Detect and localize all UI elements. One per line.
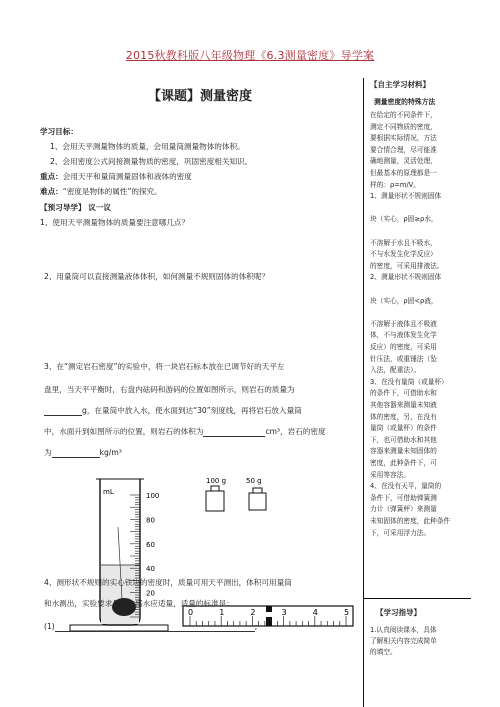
side-line: 块（实心，ρ固<ρ液， bbox=[370, 296, 438, 305]
difficulty-text: “密度是物体的属性”的探究。 bbox=[62, 187, 162, 196]
side-line: 在给定的不同条件下， bbox=[370, 111, 437, 119]
cylinder-unit-label: mL bbox=[103, 488, 114, 496]
side-line: 下，可采用浮力法。 bbox=[370, 528, 431, 537]
side-line: 样的：ρ=m/V。 bbox=[370, 180, 420, 189]
side-line: 针压法，或重锤法（坠 bbox=[370, 354, 437, 363]
question-3-line-1: 3、在“测定岩石密度”的实验中，将一块岩石标本放在已调节好的天平左 bbox=[44, 362, 285, 371]
side-line: 不溶解于液体且不吸液 bbox=[370, 319, 437, 328]
guide-line: 的填空。 bbox=[370, 648, 397, 656]
side-line: 要合情合理，尽可能准 bbox=[370, 145, 437, 154]
document-title: 2015秋教科版八年级物理《6.3测量密度》导学案 bbox=[125, 49, 375, 62]
key-point bbox=[40, 172, 192, 182]
mass-blank[interactable] bbox=[44, 415, 82, 416]
q3-line5-text: 为 bbox=[44, 448, 52, 457]
side-line: 条件下，可借助弹簧测 bbox=[370, 493, 437, 502]
weight-100g-body bbox=[206, 491, 224, 511]
density-blank[interactable] bbox=[52, 457, 100, 458]
side-line: 的条件下，可借助水和 bbox=[370, 389, 437, 398]
side-line: 采用等容法。 bbox=[370, 470, 411, 479]
side-line: 量筒（或量杯）的条件 bbox=[370, 424, 437, 433]
side-line: 1、测量形状不规则固体 bbox=[370, 192, 442, 201]
guide-line: 了解相关内容完成简单 bbox=[370, 637, 437, 645]
rider-scale-label: 1 bbox=[219, 608, 225, 617]
question-3-line-4 bbox=[44, 427, 326, 437]
guide-heading: 【学习指导】 bbox=[376, 608, 421, 617]
side-line: 但最基本的原理都是一 bbox=[370, 169, 437, 177]
rider-top bbox=[266, 606, 272, 612]
question-3-line-5 bbox=[44, 448, 122, 458]
side-divider bbox=[364, 598, 471, 599]
cylinder-tick-label: 60 bbox=[146, 540, 155, 549]
side-line: 的密度，可采用排液法。 bbox=[370, 261, 444, 270]
side-line: 入法，配重法）。 bbox=[370, 366, 421, 375]
side-line: 确地测量，灵活处理， bbox=[370, 157, 437, 166]
q3-line4-text: 中，水面升到如图所示的位置，则岩石的体积为 bbox=[44, 427, 204, 436]
question-4-line-2: 和水测出，实验要求量筒中盛水应适量，适量的标准是： bbox=[44, 599, 234, 608]
side-line: 下，也可借助水和其他 bbox=[370, 435, 437, 444]
lesson-title: 【课题】测量密度 bbox=[148, 89, 253, 104]
weight-50g-body bbox=[249, 493, 266, 510]
side-line: 容器来测量未知固体的 bbox=[370, 447, 437, 456]
balance-weights-figure bbox=[178, 467, 358, 642]
cylinder-tick-label: 80 bbox=[146, 516, 155, 525]
side-line: 密度，此种条件下，可 bbox=[370, 459, 437, 467]
side-line: 2、测量形状不规则固体 bbox=[370, 273, 442, 282]
side-line: 体，不与液体发生化学 bbox=[370, 331, 437, 340]
side-line: 4、在没有天平，量筒的 bbox=[370, 482, 442, 491]
question-2: 2、用量筒可以直接测量液体体积，如何测量不规则固体的体积呢？ bbox=[44, 272, 270, 281]
weight-50g-label: 50 g bbox=[246, 477, 262, 485]
rider-scale-label: 5 bbox=[344, 608, 350, 617]
q3-line4-text-b: cm³，岩石的密度 bbox=[265, 427, 326, 436]
cylinder-tick-label: 40 bbox=[146, 565, 155, 574]
side-column bbox=[363, 78, 471, 707]
question-1: 1、使用天平测量物体的质量要注意哪几点？ bbox=[40, 218, 190, 227]
key-label: 重点： bbox=[40, 172, 63, 181]
objective-2: 2、会用密度公式间接测量物质的密度，巩固密度相关知识。 bbox=[50, 157, 253, 166]
graduated-cylinder-figure bbox=[40, 467, 170, 642]
objectives-heading: 学习目标： bbox=[40, 127, 78, 136]
question-4-line-1: 4、测形状不规则的实心铁块的密度时，质量可用天平测出，体积可用量筒 bbox=[44, 578, 292, 587]
side-line: 要根据实际情况，方法 bbox=[370, 134, 437, 143]
side-line: 未知固体的密度，此种条件 bbox=[370, 517, 451, 525]
side-line: 其他容器来测量未知液 bbox=[370, 401, 437, 409]
weight-100g-knob bbox=[211, 486, 219, 491]
weight-50g-knob bbox=[253, 488, 262, 493]
weight-100g-label: 100 g bbox=[206, 477, 227, 485]
density-unit: kg/m³ bbox=[99, 448, 122, 457]
rider-scale-label: 3 bbox=[281, 608, 287, 617]
difficulty bbox=[40, 187, 162, 197]
side-line: 力计（弹簧秤）来测量 bbox=[370, 505, 437, 514]
side-line: 反应）的密度，可采用 bbox=[370, 343, 437, 351]
q4-item-number: (1) bbox=[44, 622, 55, 631]
side-line: 3、在没有量筒（或量杯） bbox=[370, 377, 448, 386]
rider-scale-label: 2 bbox=[250, 608, 256, 617]
key-text: 会用天平和量筒测量固体和液体的密度 bbox=[62, 172, 192, 181]
side-heading: 【自主学习材料】 bbox=[370, 80, 430, 89]
cylinder-tick-label: 20 bbox=[146, 589, 155, 598]
question-3-line-3 bbox=[44, 406, 302, 416]
rider bbox=[266, 617, 272, 626]
rider-scale-label: 4 bbox=[312, 608, 318, 617]
side-line: 不与水发生化学反应） bbox=[370, 250, 437, 259]
preview-heading: 【预习导学】 议一议 bbox=[40, 203, 111, 212]
guide-line: 1.认真阅读课本，具体 bbox=[370, 626, 437, 634]
main-column bbox=[40, 72, 358, 707]
side-line: 体的密度，另，在没有 bbox=[370, 412, 437, 421]
volume-blank[interactable] bbox=[203, 436, 265, 437]
q3-line3-text: g，在量筒中放入水，使水面到达“30”刻度线，再将岩石放入量筒 bbox=[82, 406, 302, 415]
side-subheading: 测量密度的特殊方法 bbox=[374, 98, 436, 106]
difficulty-label: 难点： bbox=[40, 187, 63, 196]
objective-1: 1、会用天平测量物体的质量，会用量筒测量物体的体积。 bbox=[50, 142, 245, 151]
q4-answer-blank[interactable] bbox=[55, 631, 255, 632]
side-line: 块（实心，ρ固≥ρ水， bbox=[370, 215, 438, 224]
side-line: 测定不同物质的密度， bbox=[370, 122, 437, 131]
question-4-line-3: (1) ; bbox=[44, 622, 258, 631]
cylinder-tick-label: 100 bbox=[146, 492, 160, 500]
question-3-line-2: 盘里，当天平平衡时，右盘内砝码和游码的位置如图所示，则岩石的质量为 bbox=[44, 385, 295, 394]
rider-scale-label: 0 bbox=[188, 608, 194, 617]
side-line: 不溶解于水且不吸水， bbox=[370, 238, 437, 247]
